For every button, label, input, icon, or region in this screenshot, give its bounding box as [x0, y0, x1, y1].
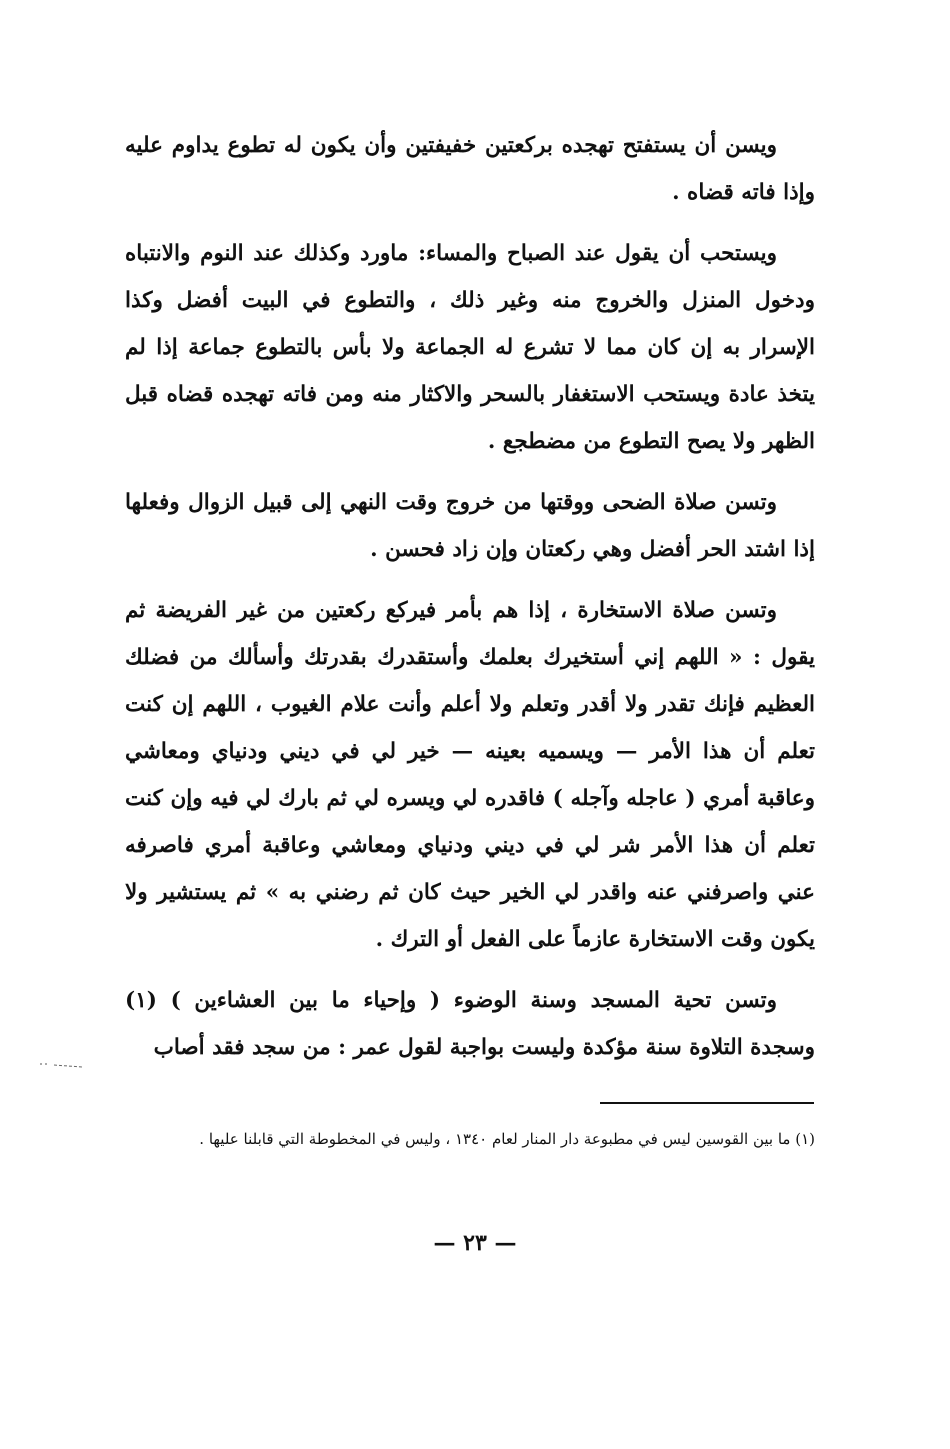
paragraph-adhkar: ويستحب أن يقول عند الصباح والمساء: ماورد وكذلك عند النوم والانتباه ودخول المنزل والخروج منه وغير ذلك ، والتطوع في البيت أفضل وكذا الإسرار به إن كان مما لا تشرع له الجماعة ولا بأس بالتطوع جماعة إذا لم يتخذ عادة ويستحب الاستغفار بالسحر والاكثار منه ومن فاته تهجده قضاه قبل الظهر ولا يصح التطوع من مضطجع .	[125, 241, 815, 454]
paragraph-tahajjud: ويسن أن يستفتح تهجده بركعتين خفيفتين وأن يكون له تطوع يداوم عليه وإذا فاته قضاه .	[125, 133, 815, 205]
paragraph-istikhara: وتسن صلاة الاستخارة ، إذا هم بأمر فيركع ركعتين من غير الفريضة ثم يقول : « اللهم إني أستخيرك بعلمك وأستقدرك بقدرتك وأسألك من فضلك العظيم فإنك تقدر ولا أقدر وتعلم ولا أعلم وأنت علام الغيوب ، اللهم إن كنت تعلم أن هذا الأمر — ويسميه بعينه — خير لي في ديني ودنياي ومعاشي وعاقبة أمري ( عاجله وآجله ) فاقدره لي ويسره لي ثم بارك لي فيه وإن كنت تعلم أن هذا الأمر شر لي في ديني ودنياي ومعاشي وعاقبة أمري فاصرفه عني واصرفني عنه واقدر لي الخير حيث كان ثم رضني به » ثم يستشير ولا يكون وقت الاستخارة عازماً على الفعل أو الترك .	[125, 598, 815, 952]
paragraph-duha: وتسن صلاة الضحى ووقتها من خروج وقت النهي إلى قبيل الزوال وفعلها إذا اشتد الحر أفضل وهي ركعتان وإن زاد فحسن .	[125, 490, 815, 562]
footnote: (١) ما بين القوسين ليس في مطبوعة دار المنار لعام ١٣٤٠ ، وليس في المخطوطة التي قابلنا عليها .	[199, 1130, 815, 1148]
paragraph-tahiyyat-masjid: وتسن تحية المسجد وسنة الوضوء ( وإحياء ما بين العشاءين ) (١) وسجدة التلاوة سنة مؤكدة وليست بواجبة لقول عمر : من سجد فقد أصاب	[125, 988, 815, 1060]
main-text	[125, 122, 815, 1071]
footnote-divider	[600, 1102, 814, 1104]
scan-edge-marks	[40, 1058, 82, 1070]
page-number: — ٢٣ —	[433, 1230, 517, 1256]
